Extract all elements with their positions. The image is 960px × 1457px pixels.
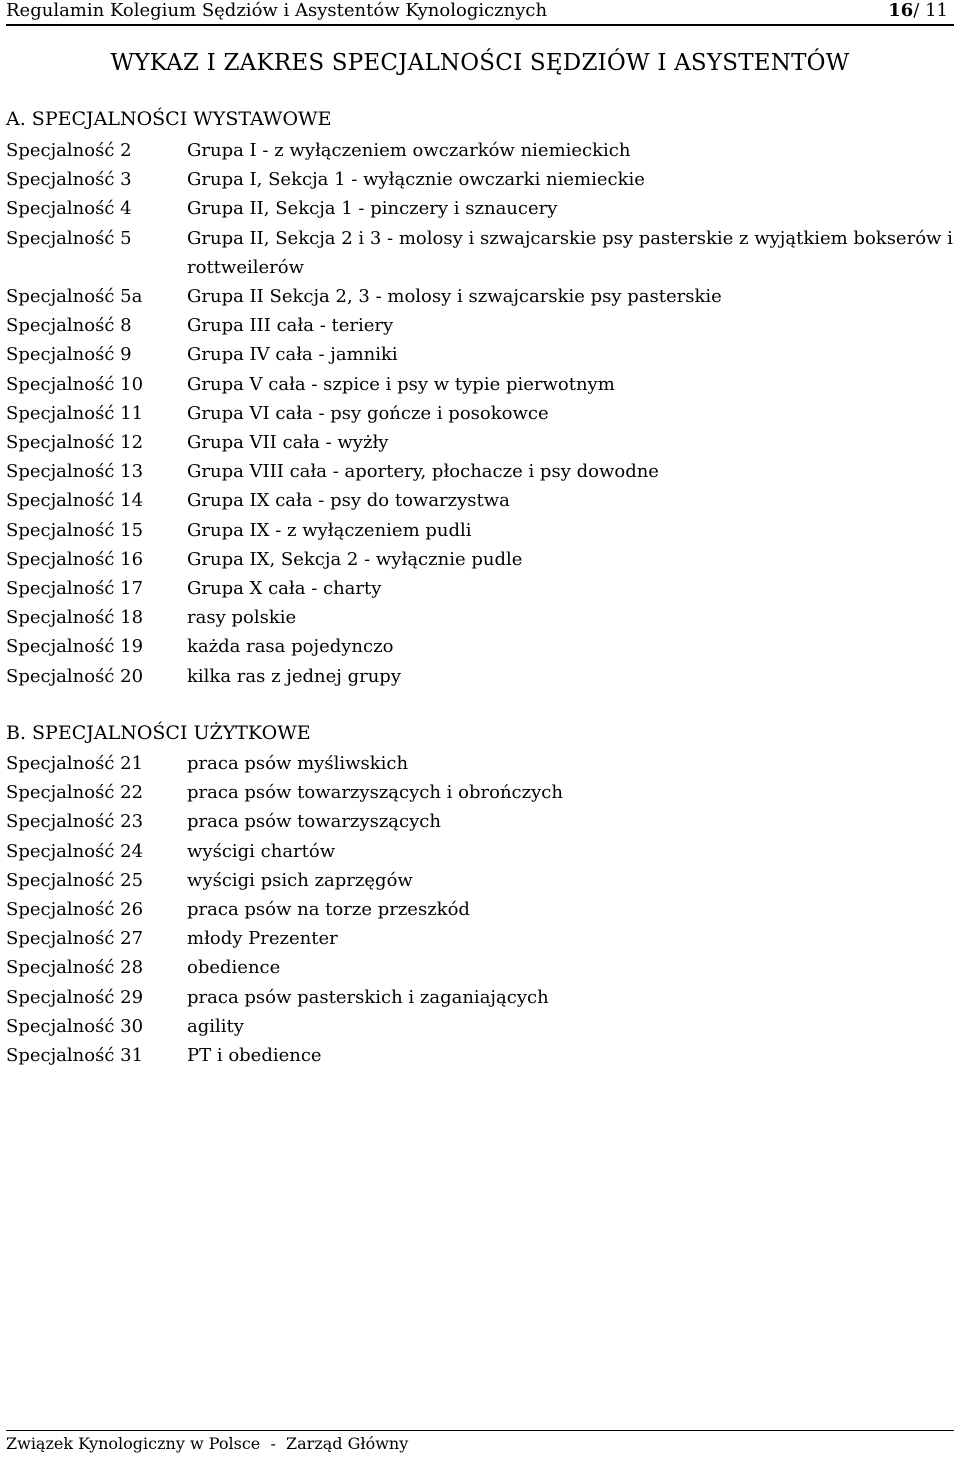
list-item [6, 603, 954, 632]
page-footer [6, 1430, 954, 1455]
specialty-description: praca psów pasterskich i zaganiających [187, 986, 549, 1008]
specialty-code: Specjalność 29 [6, 986, 144, 1008]
specialty-description: młody Prezenter [187, 928, 338, 950]
specialty-code: Specjalność 19 [6, 636, 144, 658]
section-a-list [6, 136, 954, 691]
specialty-code: Specjalność 30 [6, 1015, 144, 1037]
specialty-description: Grupa IX cała - psy do towarzystwa [187, 490, 510, 512]
list-item [6, 340, 954, 369]
specialty-code: Specjalność 5a [6, 286, 143, 308]
specialty-description: Grupa IX - z wyłączeniem pudli [187, 519, 472, 541]
specialty-description: praca psów towarzyszących [187, 811, 441, 833]
specialty-code: Specjalność 8 [6, 315, 132, 337]
specialty-description: praca psów towarzyszących i obrończych [187, 782, 563, 804]
list-item [6, 953, 954, 982]
specialty-description: Grupa V cała - szpice i psy w typie pierwotnym [187, 373, 615, 395]
list-item [6, 194, 954, 223]
list-item [6, 983, 954, 1012]
list-item [6, 486, 954, 515]
document-title-running-head: Regulamin Kolegium Sędziów i Asystentów Kynologicznych [6, 0, 548, 21]
specialty-code: Specjalność 10 [6, 373, 144, 395]
specialty-code: Specjalność 20 [6, 665, 144, 687]
list-item [6, 311, 954, 340]
specialty-code: Specjalność 11 [6, 402, 144, 424]
specialty-description: Grupa II, Sekcja 1 - pinczery i sznaucery [187, 198, 558, 220]
list-item [6, 866, 954, 895]
section-a-heading: A. SPECJALNOŚCI WYSTAWOWE [6, 108, 332, 130]
specialty-code: Specjalność 28 [6, 957, 144, 979]
specialty-description: rasy polskie [187, 607, 297, 629]
specialty-description: PT i obedience [187, 1045, 322, 1067]
specialty-description: Grupa III cała - teriery [187, 315, 394, 337]
list-item [6, 749, 954, 778]
specialty-description: Grupa II Sekcja 2, 3 - molosy i szwajcarskie psy pasterskie [187, 286, 722, 308]
list-item [6, 370, 954, 399]
specialty-code: Specjalność 17 [6, 578, 144, 600]
list-item [6, 545, 954, 574]
list-item [6, 224, 954, 282]
specialty-description: Grupa IX, Sekcja 2 - wyłącznie pudle [187, 548, 523, 570]
specialty-code: Specjalność 24 [6, 840, 144, 862]
list-item [6, 662, 954, 691]
specialty-description: praca psów myśliwskich [187, 753, 409, 774]
specialty-code: Specjalność 21 [6, 753, 144, 774]
specialty-description: Grupa I, Sekcja 1 - wyłącznie owczarki niemieckie [187, 169, 645, 191]
list-item [6, 457, 954, 486]
list-item [6, 778, 954, 807]
list-item [6, 632, 954, 661]
list-item [6, 1012, 954, 1041]
specialty-description: praca psów na torze przeszkód [187, 899, 470, 921]
specialty-description: kilka ras z jednej grupy [187, 665, 401, 687]
specialty-description: Grupa VII cała - wyżły [187, 432, 389, 454]
page-current: 16 [888, 0, 914, 21]
specialty-description: Grupa I - z wyłączeniem owczarków niemieckich [187, 140, 631, 161]
page-number [888, 0, 948, 22]
list-item [6, 165, 954, 194]
specialty-code: Specjalność 16 [6, 548, 144, 570]
specialty-description: Grupa VIII cała - aportery, płochacze i psy dowodne [187, 461, 659, 483]
list-item [6, 428, 954, 457]
specialty-description: obedience [187, 957, 281, 979]
list-item [6, 1041, 954, 1070]
footer-text: Związek Kynologiczny w Polsce - Zarząd Główny [6, 1434, 409, 1453]
list-item [6, 282, 954, 311]
specialty-code: Specjalność 12 [6, 432, 144, 454]
specialty-code: Specjalność 27 [6, 928, 144, 950]
specialty-description: wyścigi chartów [187, 840, 336, 862]
specialty-code: Specjalność 2 [6, 140, 132, 161]
specialty-description: Grupa IV cała - jamniki [187, 344, 398, 366]
specialty-code: Specjalność 18 [6, 607, 144, 629]
specialty-code: Specjalność 4 [6, 198, 132, 220]
specialty-code: Specjalność 14 [6, 490, 144, 512]
section-b-heading: B. SPECJALNOŚCI UŻYTKOWE [6, 722, 311, 744]
list-item [6, 574, 954, 603]
specialty-description: Grupa VI cała - psy gończe i posokowce [187, 402, 549, 424]
specialty-code: Specjalność 9 [6, 344, 132, 366]
list-item [6, 895, 954, 924]
list-item [6, 837, 954, 866]
page-header [6, 0, 954, 26]
specialty-description: Grupa X cała - charty [187, 578, 382, 600]
specialty-code: Specjalność 13 [6, 461, 144, 483]
specialty-code: Specjalność 26 [6, 899, 144, 921]
specialty-code: Specjalność 25 [6, 869, 144, 891]
list-item [6, 807, 954, 836]
specialty-code: Specjalność 31 [6, 1045, 144, 1067]
specialty-description: każda rasa pojedynczo [187, 636, 394, 658]
specialty-description: wyścigi psich zaprzęgów [187, 869, 413, 891]
specialty-code: Specjalność 5 [6, 227, 132, 249]
list-item [6, 924, 954, 953]
section-b-list [6, 749, 954, 1070]
specialty-code: Specjalność 22 [6, 782, 144, 804]
list-item [6, 136, 954, 165]
page-title: WYKAZ I ZAKRES SPECJALNOŚCI SĘDZIÓW I ASYSTENTÓW [110, 50, 850, 76]
specialty-code: Specjalność 3 [6, 169, 132, 191]
specialty-code: Specjalność 15 [6, 519, 144, 541]
specialty-code: Specjalność 23 [6, 811, 144, 833]
page-total: / 11 [913, 0, 948, 21]
specialty-description: Grupa II, Sekcja 2 i 3 - molosy i szwajcarskie psy pasterskie z wyjątkiem bokserów i rottweilerów [187, 227, 953, 278]
list-item [6, 399, 954, 428]
specialty-description: agility [187, 1015, 244, 1037]
list-item [6, 516, 954, 545]
